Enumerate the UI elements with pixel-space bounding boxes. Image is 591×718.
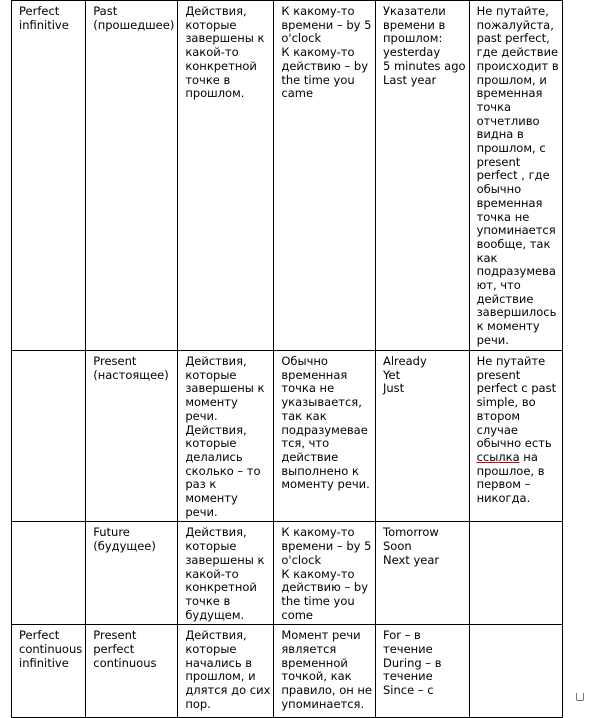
cell-text-line: моменту: [185, 491, 238, 506]
cell-text-line: как: [476, 250, 498, 265]
grammar-table: [11, 0, 563, 718]
cell-text-line: происходит в: [476, 58, 559, 73]
cell-text-line: ссылка на: [476, 449, 538, 464]
table-cell: [274, 522, 376, 625]
table-cell: [178, 351, 274, 522]
cell-text-line: обычно есть: [476, 436, 552, 451]
cell-text-line: continuous: [19, 642, 83, 657]
cell-text-line: которые: [185, 367, 237, 382]
cell-text-line: прошлое, в: [476, 463, 545, 478]
cell-text-line: действие: [476, 291, 534, 306]
cell-text-line: Tomorrow: [383, 525, 439, 540]
cell-text-line: прошлом, и: [476, 72, 547, 87]
cell-text-line: (будущее): [93, 539, 156, 554]
cell-text-line: perfect с past: [476, 381, 557, 396]
cell-text-line: вообще, так: [476, 236, 551, 251]
cell-text-line: времени – by 5: [281, 17, 372, 32]
cell-text-line: действие: [281, 449, 339, 464]
cell-text-line: точка: [476, 99, 512, 114]
cell-text-line: действию – by: [281, 580, 368, 595]
cell-text-line: втором: [476, 408, 521, 423]
cell-text-line: Действия,: [185, 422, 247, 437]
table-cell: [469, 522, 562, 625]
cell-text-line: К какому-то: [281, 566, 355, 581]
table-cell: [376, 522, 470, 625]
cell-text-line: simple, во: [476, 395, 536, 410]
cell-text-line: завершены к: [185, 31, 265, 46]
cell-text-line: моменту: [185, 395, 238, 410]
cell-text-line: будущем.: [185, 607, 245, 622]
cell-text-line: прошлом:: [383, 31, 443, 46]
cell-text-line: которые: [185, 436, 237, 451]
cell-text-line: течение: [383, 642, 433, 657]
cell-text-line: Last year: [383, 72, 437, 87]
table-cell: [469, 351, 562, 522]
table-cell: [12, 522, 86, 625]
cell-text-line: Не путайте: [476, 354, 546, 368]
table-cell: [86, 522, 178, 625]
cell-text-line: Действия,: [185, 525, 247, 540]
cell-text-line: выполнено к: [281, 463, 359, 478]
cell-text-line: конкретной: [185, 58, 257, 73]
cell-text-line: тся, что: [281, 436, 330, 451]
cell-text-line: Момент речи: [281, 628, 361, 643]
cell-text-line: Present: [93, 354, 137, 368]
cell-text-line: точка не: [281, 381, 335, 396]
cell-text-line: Already: [383, 354, 427, 368]
cell-text-line: the time you: [281, 593, 355, 608]
cell-text-line: точке в: [185, 593, 231, 608]
cell-text-line: какой-то: [185, 45, 239, 60]
cell-text-line: течение: [383, 669, 433, 684]
cell-text-line: Future: [93, 525, 130, 540]
table-cell: [376, 1, 470, 351]
table-cell: [469, 1, 562, 351]
cell-text-line: которые: [185, 17, 237, 32]
cell-text-line: упоминается.: [281, 696, 365, 711]
cell-text-line: действию – by: [281, 58, 368, 73]
cell-text-line: ют, что: [476, 278, 521, 293]
cell-text-line: present: [476, 154, 521, 169]
cell-text-line: o'clock: [281, 552, 322, 567]
table-cell: [274, 625, 376, 718]
table-row: [12, 351, 563, 522]
cell-text-line: прошлом.: [185, 86, 245, 101]
cell-text-line: perfect , где: [476, 168, 550, 183]
cell-text-line: точкой, как: [281, 669, 352, 684]
table-cell: [86, 625, 178, 718]
cell-text-line: указывается,: [281, 395, 362, 410]
cell-text-line: 5 minutes ago: [383, 58, 466, 73]
table-cell: [469, 625, 562, 718]
spellcheck-underline: ссылка: [476, 449, 520, 464]
cell-text-line: For – в: [383, 628, 421, 643]
table-cell: [86, 1, 178, 351]
cell-text-line: the time you: [281, 72, 355, 87]
cell-text-line: Действия,: [185, 628, 247, 643]
cell-text-line: past perfect,: [476, 31, 550, 46]
cell-text-line: речи.: [185, 408, 218, 423]
cell-text-line: Действия,: [185, 354, 247, 368]
cell-text-line: (прошедшее): [93, 17, 175, 32]
cell-text-line: During – в: [383, 655, 442, 670]
table-cell: [274, 1, 376, 351]
cell-text-line: Обычно: [281, 354, 328, 368]
cell-text-line: является: [281, 642, 337, 657]
cell-text-line: конкретной: [185, 580, 257, 595]
cell-text-line: временная: [476, 86, 543, 101]
cell-text-line: Perfect: [19, 628, 60, 643]
cell-text-line: делались: [185, 449, 243, 464]
cell-text-line: раз к: [185, 477, 217, 492]
cell-text-line: первом –: [476, 477, 531, 492]
cell-text-line: Next year: [383, 552, 440, 567]
cell-text-line: Since – с: [383, 683, 434, 698]
cell-text-line: continuous: [93, 655, 157, 670]
cell-text-line: речи.: [185, 504, 218, 519]
cell-text-line: завершены к: [185, 552, 265, 567]
cell-text-line: o'clock: [281, 31, 322, 46]
cell-text-line: начались в: [185, 655, 253, 670]
page-corner-mark: [576, 693, 584, 701]
cell-text-line: infinitive: [19, 655, 69, 670]
cell-text-line: Действия,: [185, 4, 247, 18]
cell-text-line: yesterday: [383, 45, 441, 60]
cell-text-line: пожалуйста,: [476, 17, 554, 32]
cell-text-line: так как: [281, 408, 327, 423]
table-row: [12, 1, 563, 351]
cell-text-line: точке в: [185, 72, 231, 87]
table-row: [12, 522, 563, 625]
cell-text-line: которые: [185, 642, 237, 657]
cell-text-line: где действие: [476, 45, 559, 60]
cell-text-line: infinitive: [19, 17, 69, 32]
cell-text-line: Just: [383, 381, 405, 396]
cell-text-line: точка не: [476, 209, 530, 224]
cell-text-line: come: [281, 607, 314, 622]
cell-text-line: Не путайте,: [476, 4, 549, 18]
cell-text-line: завершены к: [185, 381, 265, 396]
cell-text-line: случае: [476, 422, 518, 437]
cell-text-line: Perfect: [19, 4, 60, 18]
cell-text-line: длятся до сих: [185, 683, 271, 698]
grammar-table-body: [12, 1, 563, 718]
table-cell: [86, 351, 178, 522]
cell-text-line: came: [281, 86, 314, 101]
cell-text-line: временная: [281, 367, 348, 382]
cell-text-line: времени в: [383, 17, 446, 32]
cell-text-line: моменту речи.: [281, 477, 370, 492]
cell-text-line: подразумевае: [281, 422, 368, 437]
table-cell: [12, 351, 86, 522]
cell-text-line: никогда.: [476, 491, 531, 506]
cell-text-line: какой-то: [185, 566, 239, 581]
table-cell: [178, 1, 274, 351]
table-cell: [376, 351, 470, 522]
table-cell: [274, 351, 376, 522]
table-row: [12, 625, 563, 718]
cell-text-line: видна в: [476, 127, 524, 142]
cell-text-line: Указатели: [383, 4, 446, 18]
cell-text-line: К какому-то: [281, 4, 355, 18]
cell-text-line: обычно: [476, 182, 522, 197]
cell-text-line: речи.: [476, 332, 509, 347]
cell-text-line: (настоящее): [93, 367, 169, 382]
cell-text-line: Past: [93, 4, 118, 18]
table-cell: [178, 625, 274, 718]
cell-text-line: временная: [476, 195, 543, 210]
cell-text-line: прошлом, с: [476, 141, 546, 156]
cell-text-line: present: [476, 367, 521, 382]
cell-text-line: К какому-то: [281, 525, 355, 540]
cell-text-line: Present: [93, 628, 137, 643]
cell-text-line: которые: [185, 539, 237, 554]
cell-text-line: завершилось: [476, 305, 557, 320]
table-cell: [178, 522, 274, 625]
cell-text-line: времени – by 5: [281, 539, 372, 554]
cell-text-line: временной: [281, 655, 348, 670]
cell-text-line: Yet: [383, 367, 401, 382]
cell-text-line: к моменту: [476, 319, 540, 334]
cell-text-line: упоминается: [476, 223, 556, 238]
cell-text-line: прошлом, и: [185, 669, 256, 684]
cell-text-line: правило, он не: [281, 683, 372, 698]
cell-text-line: сколько – то: [185, 463, 261, 478]
cell-text-line: К какому-то: [281, 45, 355, 60]
cell-text-line: perfect: [93, 642, 135, 657]
cell-text-line: отчетливо: [476, 113, 540, 128]
cell-text-line: Soon: [383, 539, 412, 554]
table-cell: [12, 1, 86, 351]
table-cell: [376, 625, 470, 718]
cell-text-line: подразумева: [476, 264, 556, 279]
cell-text-line: пор.: [185, 696, 211, 711]
table-cell: [12, 625, 86, 718]
